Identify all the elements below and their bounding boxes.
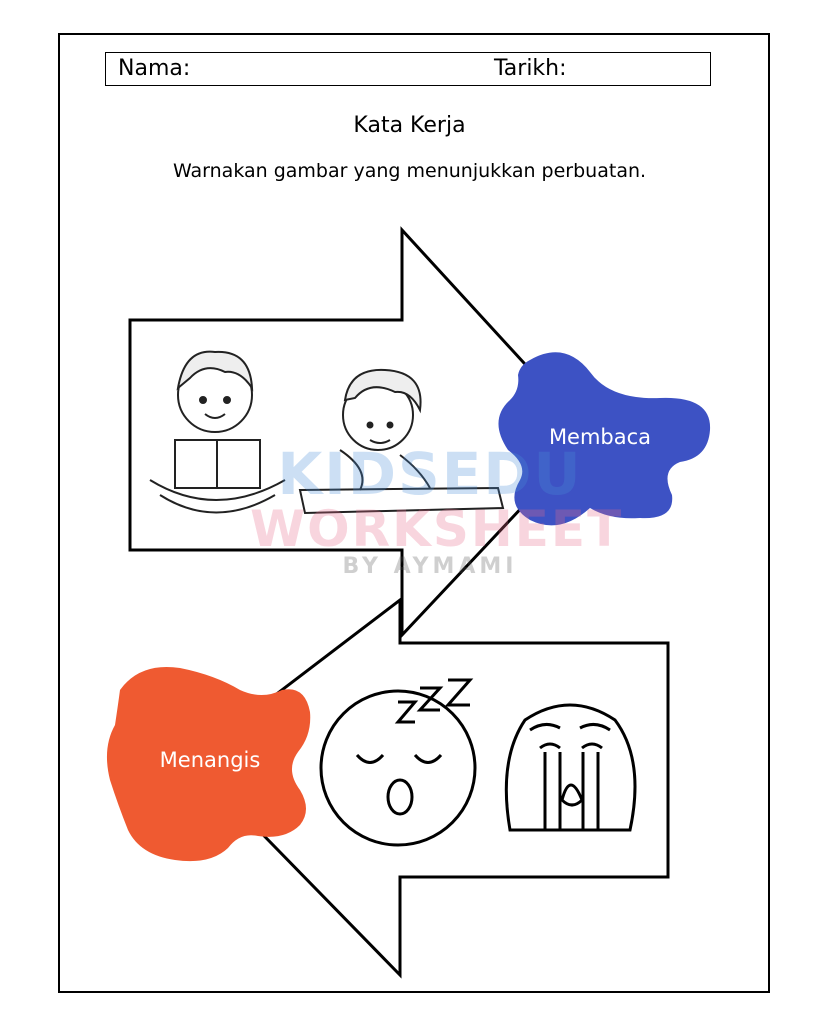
watermark-line3: BY AYMAMI [342, 554, 518, 579]
watermark-line2: WORKSHEET [250, 500, 624, 558]
tarikh-label: Tarikh: [494, 56, 567, 81]
instruction-text: Warnakan gambar yang menunjukkan perbuatan. [172, 160, 647, 182]
nama-label: Nama: [118, 56, 191, 81]
label-menangis: Menangis [159, 748, 261, 772]
label-membaca: Membaca [548, 425, 652, 449]
page-title: Kata Kerja [353, 113, 466, 138]
watermark-line1: KIDSEDU [277, 440, 583, 508]
